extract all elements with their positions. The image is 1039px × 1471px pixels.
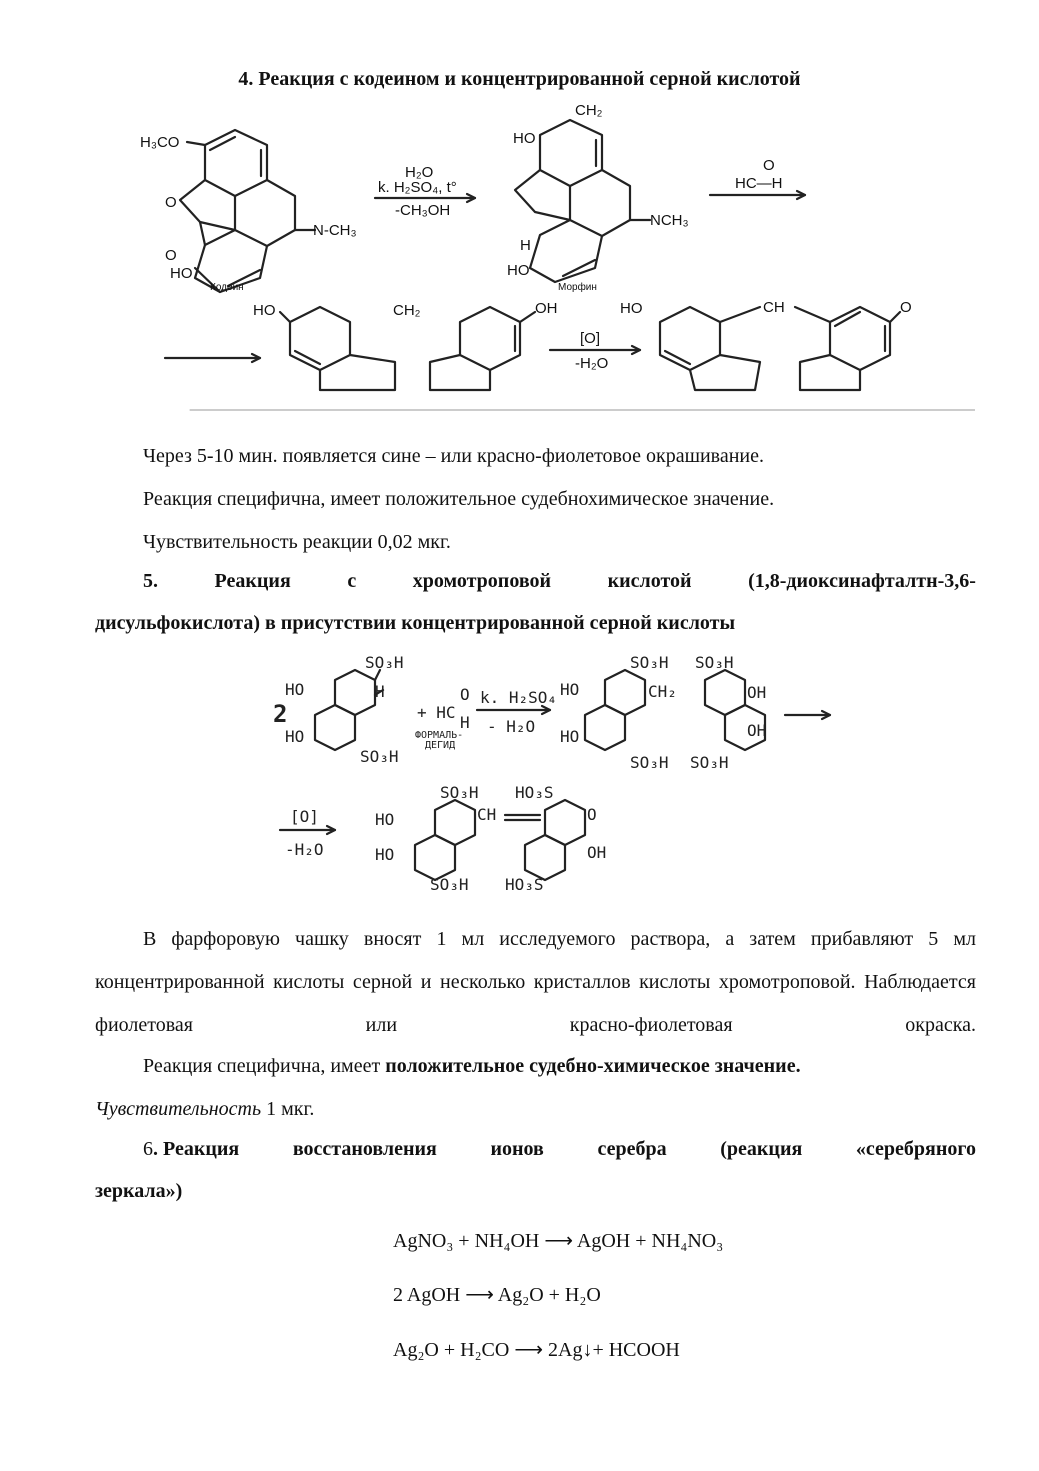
s5-p2-start: Реакция специфична, имеет: [143, 1055, 381, 1077]
reaction-arrow-4: [550, 330, 640, 372]
ho-p2: HO: [560, 727, 580, 746]
morphine-name: Морфин: [558, 282, 597, 293]
so3h-p3: SO₃H: [695, 653, 734, 672]
cond-water: H₂O: [405, 164, 434, 181]
s5-word: 5.: [143, 570, 158, 592]
aldehyde-h: H: [460, 713, 470, 732]
ho-f1: HO: [375, 810, 395, 829]
dimer-oh-label: OH: [535, 300, 558, 317]
reaction-arrow-1: [375, 164, 475, 219]
s5-word: (1,8-диоксинафталтн-3,6-: [748, 570, 976, 592]
ch-label: CH: [477, 805, 497, 824]
morphine-ho-label: HO: [513, 130, 536, 147]
final-dye: [375, 783, 606, 894]
plus-hc: + HC: [417, 703, 456, 722]
quinoid-ho-label: HO: [620, 300, 643, 317]
morphine-ch2-mark: CH₂: [575, 102, 603, 119]
section6-title-line1: [143, 1138, 976, 1161]
s6-word: восстановления: [292, 1138, 437, 1160]
so3h-bottom: SO₃H: [360, 747, 399, 766]
so3h-top: SO₃H: [365, 653, 404, 672]
s5-word: хромотроповой: [412, 570, 552, 592]
ring-o-label: O: [165, 247, 177, 264]
coefficient-2: 2: [273, 700, 288, 728]
formaldehyde-reagent: [415, 685, 470, 751]
cond-minus-methanol: -CH₃OH: [395, 202, 451, 219]
s5-p2-italic: Чувствительность: [95, 1098, 262, 1120]
morphine-nch3-label: NCH₃: [650, 212, 689, 229]
reaction-arrow-3: [165, 354, 260, 362]
o-f: O: [587, 805, 597, 824]
ho-bottom: HO: [285, 727, 305, 746]
oh-p2: OH: [747, 721, 767, 740]
s6-word: (реакция: [720, 1138, 803, 1160]
codeine-name: Кодеин: [210, 282, 244, 293]
chromotropic-reaction-scheme: [265, 650, 845, 900]
formaldehyde-o: O: [763, 157, 775, 174]
ox-label: [O]: [290, 807, 319, 826]
quinoid-ch-label: CH: [763, 299, 785, 316]
oh-f: OH: [587, 843, 607, 862]
s5-word: Реакция: [214, 570, 291, 592]
s4-line-2: Реакция специфична, имеет положительное судебнохимическое значение.: [143, 488, 775, 510]
section5-title-line1: [143, 570, 976, 593]
aldehyde-o: O: [460, 685, 470, 704]
h-atom: H: [375, 682, 385, 701]
section6-title-line2: зеркала»): [95, 1180, 183, 1202]
reaction-arrow-2: [710, 157, 805, 199]
ether-o-label: O: [165, 194, 177, 211]
s5-paragraph-1: В фарфоровую чашку вносят 1 мл исследуемого раствора, а затем прибавляют 5 мл концентрированной кислоты серной и несколько кристаллов кислоты хромотроповой. Наблюдается фиолетовая или красно-фиолетовая окраска.: [95, 928, 976, 1036]
quinoid-structure: [620, 299, 912, 390]
s5-word: с: [347, 570, 357, 592]
ho3s-f2: HO₃S: [505, 875, 544, 894]
s5-paragraph-2: [95, 1045, 976, 1131]
h3co-label: H₃CO: [140, 134, 180, 151]
equation-3: Ag₂O + H₂CO ⟶ 2Ag↓+ HCOOH: [393, 1339, 680, 1361]
formaldehyde-label: HC—H: [735, 175, 783, 192]
s5-word: кислотой: [607, 570, 692, 592]
water-label: - H₂O: [487, 717, 536, 736]
morphine-structure: [507, 102, 689, 293]
s6-word: ионов: [490, 1138, 544, 1160]
s4-line-1: Через 5-10 мин. появляется сине – или красно-фиолетовое окрашивание.: [143, 445, 765, 467]
ho-top: HO: [285, 680, 305, 699]
arrow-acid: [477, 688, 557, 736]
ch2-bridge: CH₂: [648, 682, 677, 701]
s6-word: серебра: [597, 1138, 667, 1160]
n-ch3-label: N-CH₃: [313, 222, 357, 239]
s6-number: 6: [143, 1138, 153, 1160]
ho-f2: HO: [375, 845, 395, 864]
oxidation-label: [O]: [580, 330, 601, 347]
so3h-f2: SO₃H: [430, 875, 469, 894]
dimer-structure: [253, 300, 558, 390]
s6-word: «серебряного: [855, 1138, 976, 1160]
minus-h2o-label: -H₂O: [285, 840, 324, 859]
s5-p2-bold: положительное судебно-химическое значение.: [385, 1055, 801, 1077]
minus-water-label: -H₂O: [575, 355, 609, 372]
so3h-f1: SO₃H: [440, 783, 479, 802]
s4-line-3: Чувствительность реакции 0,02 мкг.: [143, 531, 451, 553]
formaldehyde-word-2: ДЕГИД: [425, 740, 456, 751]
codeine-reaction-scheme: [95, 100, 975, 420]
cond-acid: k. H₂SO₄, t°: [378, 179, 457, 196]
dimer-ho-label: HO: [253, 302, 276, 319]
ho-label: HO: [170, 265, 193, 282]
so3h-p2: SO₃H: [630, 753, 669, 772]
arrow-oxidation: [280, 807, 335, 859]
s5-p2-end: 1 мкг.: [261, 1098, 315, 1120]
section4-title: 4. Реакция с кодеином и концентрированной серной кислотой: [238, 68, 801, 90]
ho-p1: HO: [560, 680, 580, 699]
morphine-h-label: H: [520, 237, 531, 254]
arrow-right: [785, 711, 830, 719]
dimer-ch2-label: CH₂: [393, 302, 421, 319]
so3h-p4: SO₃H: [690, 753, 729, 772]
oh-p1: OH: [747, 683, 767, 702]
equation-1: AgNO₃ + NH₄OH ⟶ AgOH + NH₄NO₃: [393, 1230, 724, 1252]
section5-title-line2: дисульфокислота) в присутствии концентрированной серной кислоты: [95, 612, 736, 634]
formaldehyde-word-1: ФОРМАЛЬ-: [415, 730, 464, 741]
ho3s-f1: HO₃S: [515, 783, 554, 802]
equation-2: 2 AgOH ⟶ Ag₂O + H₂O: [393, 1284, 601, 1306]
s6-title-first: [143, 1138, 239, 1161]
dimer-product: [560, 653, 766, 772]
acid-label: k. H₂SO₄: [480, 688, 558, 707]
morphine-ho2-label: HO: [507, 262, 530, 279]
quinoid-o-label: O: [900, 299, 912, 316]
so3h-p1: SO₃H: [630, 653, 669, 672]
chromotropic-acid: [285, 653, 404, 766]
s6-word: . Реакция: [153, 1138, 240, 1160]
codeine-structure: [140, 130, 357, 293]
